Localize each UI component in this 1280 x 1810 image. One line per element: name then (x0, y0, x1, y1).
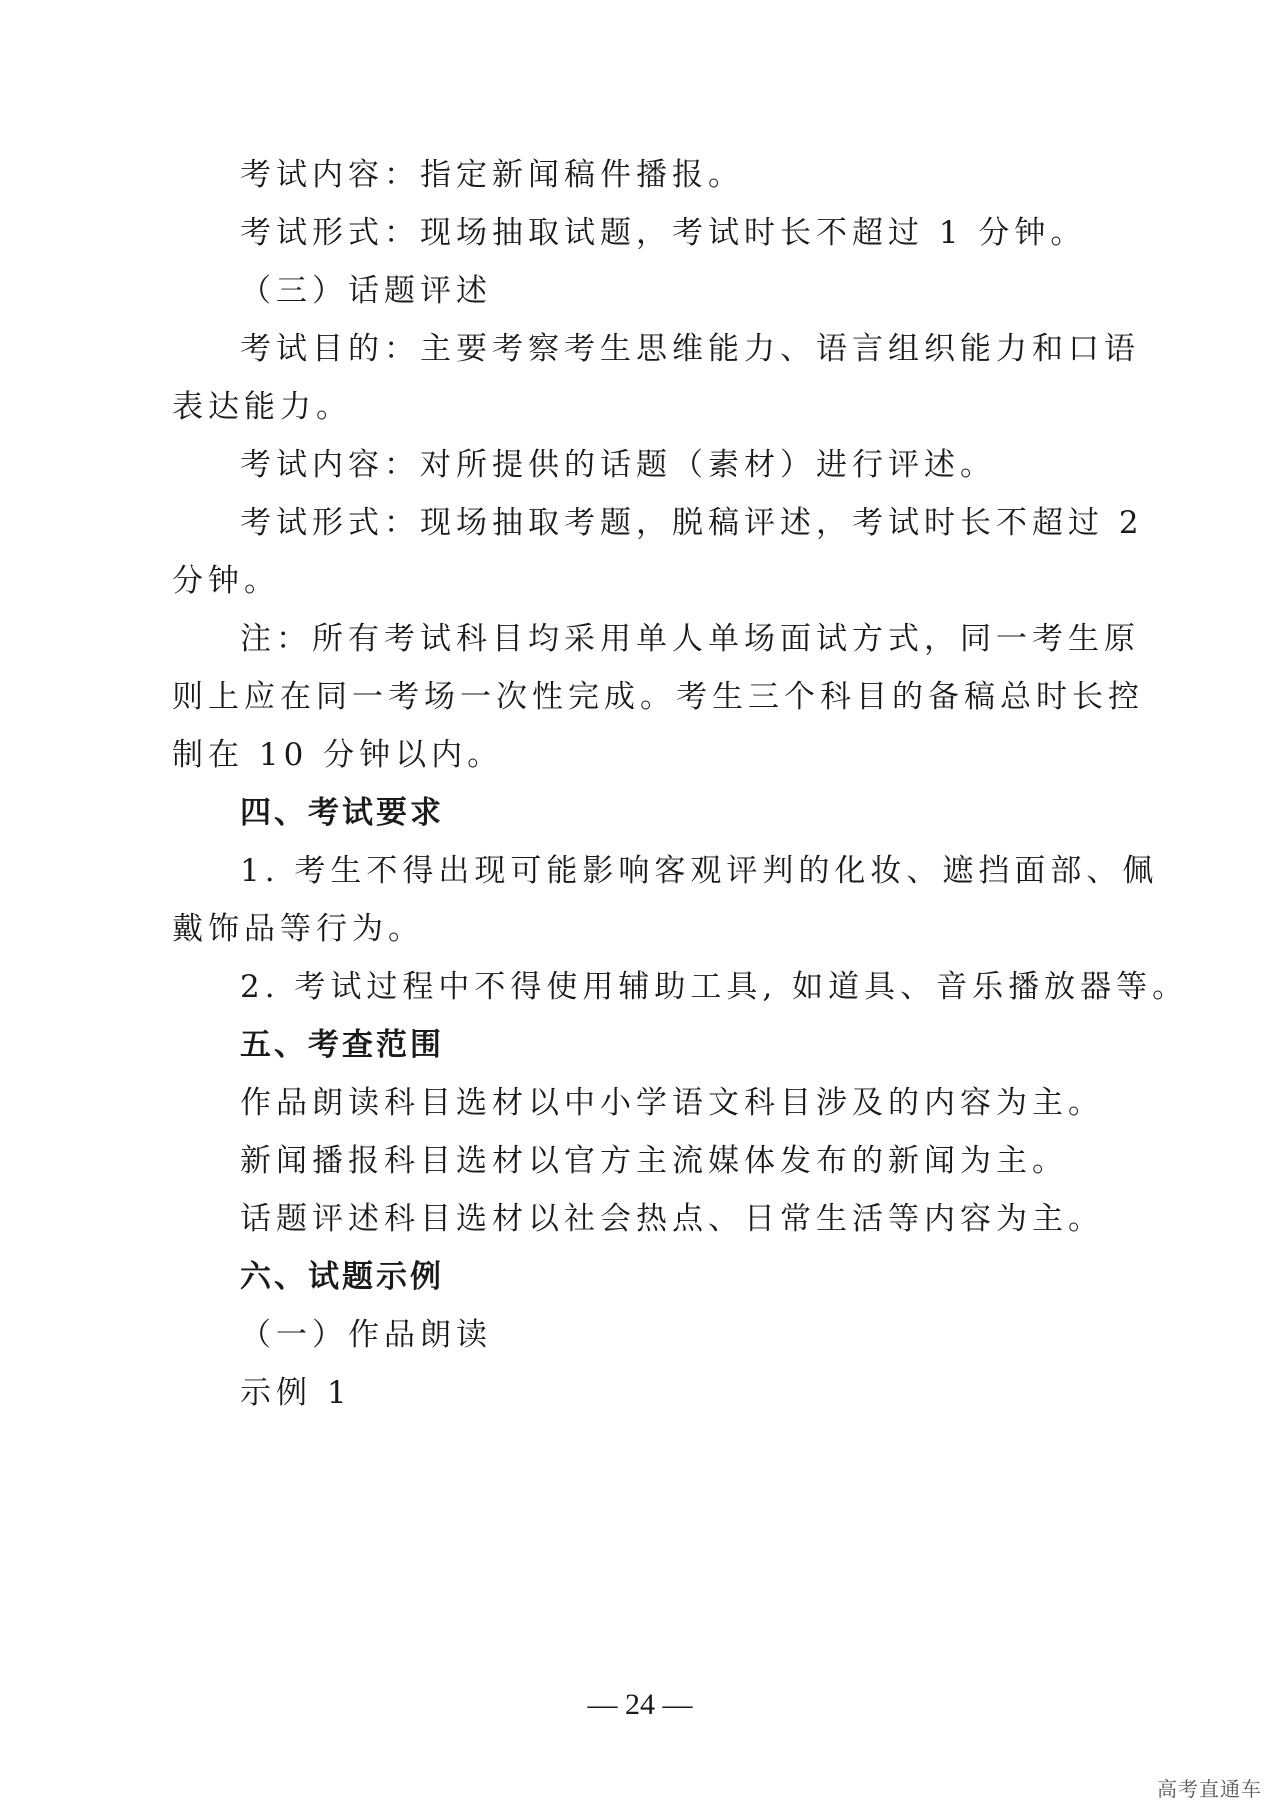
scope-news: 新闻播报科目选材以官方主流媒体发布的新闻为主。 (240, 1143, 1068, 1179)
watermark: 高考直通车 (1157, 1777, 1262, 1801)
exam-content-topic: 考试内容：对所提供的话题（素材）进行评述。 (240, 447, 996, 483)
exam-format-topic: 考试形式：现场抽取考题，脱稿评述，考试时长不超过 2 (240, 505, 1144, 541)
requirement-2: 2. 考试过程中不得使用辅助工具, 如道具、音乐播放器等。 (240, 969, 1189, 1005)
exam-format-news: 考试形式：现场抽取试题，考试时长不超过 1 分钟。 (240, 215, 1087, 251)
exam-format-topic-cont: 分钟。 (172, 563, 280, 599)
page-number: — 24 — (587, 1688, 693, 1721)
note-paragraph-cont-2: 制在 10 分钟以内。 (172, 737, 504, 773)
note-paragraph: 注：所有考试科目均采用单人单场面试方式，同一考生原 (240, 621, 1140, 657)
requirement-1: 1. 考生不得出现可能影响客观评判的化妆、遮挡面部、佩 (240, 853, 1159, 889)
section-work-reading: （一）作品朗读 (240, 1317, 492, 1353)
heading-exam-scope: 五、考查范围 (240, 1027, 444, 1063)
scope-topic: 话题评述科目选材以社会热点、日常生活等内容为主。 (240, 1201, 1104, 1237)
section-topic-commentary: （三）话题评述 (240, 273, 492, 309)
sample-1-label: 示例 1 (240, 1375, 352, 1411)
exam-content-news: 考试内容：指定新闻稿件播报。 (240, 157, 744, 193)
exam-purpose-topic-cont: 表达能力。 (172, 389, 352, 425)
heading-sample-questions: 六、试题示例 (240, 1259, 444, 1295)
heading-exam-requirements: 四、考试要求 (240, 795, 444, 831)
requirement-1-cont: 戴饰品等行为。 (172, 911, 424, 947)
note-paragraph-cont-1: 则上应在同一考场一次性完成。考生三个科目的备稿总时长控 (172, 679, 1144, 715)
exam-purpose-topic: 考试目的：主要考察考生思维能力、语言组织能力和口语 (240, 331, 1140, 367)
scope-reading: 作品朗读科目选材以中小学语文科目涉及的内容为主。 (240, 1085, 1104, 1121)
